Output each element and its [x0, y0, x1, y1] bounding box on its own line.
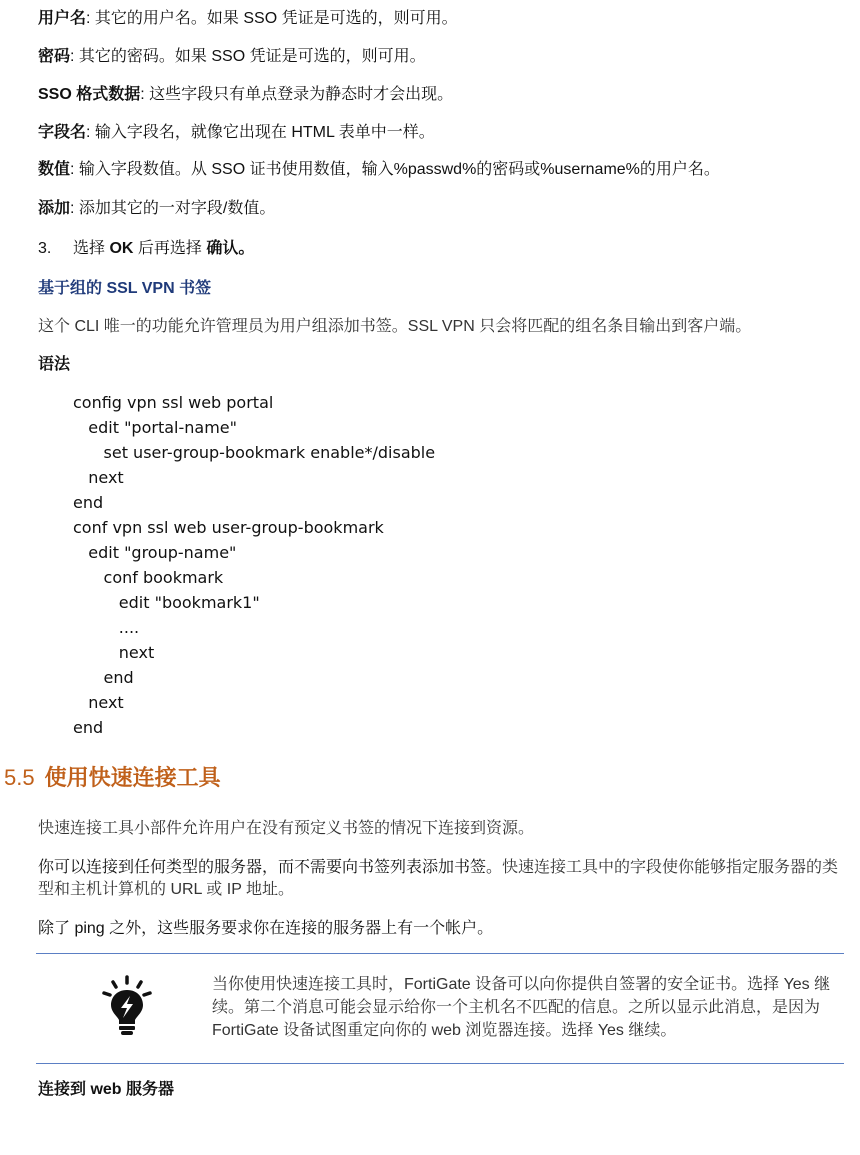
- paragraph-rest: 快速连接工具中的字段使你能够指定服务器的类型和主机计算机的 URL 或 IP 地址。: [38, 859, 839, 898]
- term: 用户名: [38, 10, 87, 27]
- section-title-text: 使用快速连接工具: [44, 765, 221, 790]
- connect-web-server-heading: 连接到 web 服务器: [38, 1081, 175, 1098]
- code-line: end: [73, 493, 104, 512]
- lightbulb-icon: [100, 974, 154, 1038]
- code-line: config vpn ssl web portal: [73, 393, 274, 412]
- code-line: edit "bookmark1": [73, 593, 260, 612]
- code-line: conf bookmark: [73, 568, 224, 587]
- definition-text: : 这些字段只有单点登录为静态时才会出现。: [140, 86, 454, 103]
- step-text: 选择: [73, 240, 110, 257]
- note-text: 当你使用快速连接工具时，FortiGate 设备可以向你提供自签署的安全证书。选择 Yes 继续。第二个消息可能会显示给你一个主机名不匹配的信息。之所以显示此消息，是因为 FortiGate 设备试图重定向你的 web 浏览器连接。选择 Yes 继续。: [212, 976, 831, 1039]
- step-text: 。: [238, 240, 255, 257]
- definition-add: [38, 198, 275, 220]
- group-bookmark-description: 这个 CLI 唯一的功能允许管理员为用户组添加书签。SSL VPN 只会将匹配的组名条目输出到客户端。: [38, 318, 752, 335]
- step-text: 后再选择: [133, 240, 207, 257]
- term: 密码: [38, 48, 71, 65]
- definition-password: [38, 46, 426, 68]
- section-number: 5.5: [4, 765, 35, 790]
- code-line: next: [73, 468, 124, 487]
- definition-text: : 输入字段数值。从 SSO 证书使用数值，输入%passwd%的密码或%username%的用户名。: [70, 161, 720, 178]
- code-line: end: [73, 668, 134, 687]
- definition-value: [38, 159, 720, 181]
- term: 字段名: [38, 124, 87, 141]
- definition-text: : 添加其它的一对字段/数值。: [70, 200, 276, 217]
- definition-sso-format: [38, 84, 453, 106]
- definition-field-name: [38, 122, 435, 144]
- definition-username: [38, 8, 458, 30]
- definition-text: : 输入字段名，就像它出现在 HTML 表单中一样。: [86, 124, 435, 141]
- code-line: conf vpn ssl web user-group-bookmark: [73, 518, 384, 537]
- step-number: 3.: [38, 240, 52, 257]
- code-line: end: [73, 718, 104, 737]
- confirm-label: 确认: [206, 240, 239, 257]
- section-title: [4, 763, 221, 793]
- paragraph-account: 除了 ping 之外，这些服务要求你在连接的服务器上有一个帐户。: [38, 920, 494, 937]
- code-line: ....: [73, 618, 140, 637]
- definition-text: : 其它的密码。如果 SSO 凭证是可选的，则可用。: [70, 48, 426, 65]
- code-line: edit "portal-name": [73, 418, 237, 437]
- ok-label: OK: [109, 240, 134, 257]
- group-bookmark-heading: 基于组的 SSL VPN 书签: [38, 280, 212, 297]
- paragraph-connect-any: [38, 857, 844, 901]
- note-box: [36, 953, 844, 1064]
- term: 添加: [38, 200, 71, 217]
- code-line: edit "group-name": [73, 543, 237, 562]
- code-line: set user-group-bookmark enable*/disable: [73, 443, 436, 462]
- term: 数值: [38, 161, 71, 178]
- code-line: next: [73, 693, 124, 712]
- code-line: next: [73, 643, 155, 662]
- syntax-label: 语法: [38, 356, 71, 373]
- definition-text: : 其它的用户名。如果 SSO 凭证是可选的，则可用。: [86, 10, 458, 27]
- paragraph-intro: 快速连接工具小部件允许用户在没有预定义书签的情况下连接到资源。: [38, 820, 535, 837]
- paragraph-lead: 你可以连接到任何类型的服务器，而不需要向书签列表添加书签。: [38, 859, 503, 876]
- code-block: [73, 390, 435, 740]
- step-3: [38, 238, 254, 260]
- term: SSO 格式数据: [38, 86, 141, 103]
